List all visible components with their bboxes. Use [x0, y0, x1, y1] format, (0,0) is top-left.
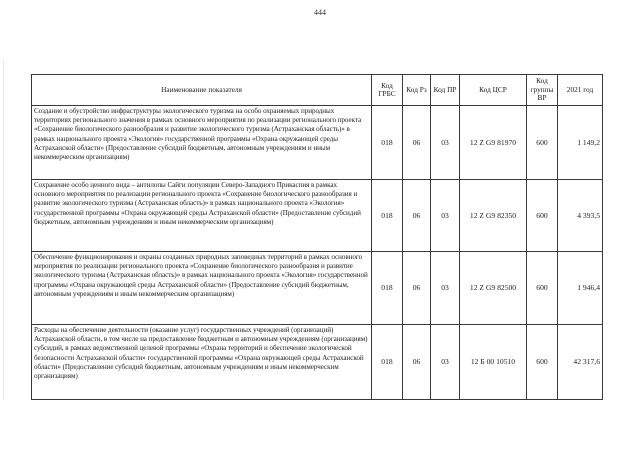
header-pr: Код ПР — [431, 75, 460, 106]
header-grbs: Код ГРБС — [372, 75, 403, 106]
row-grbs: 018 — [372, 252, 403, 325]
row-vr: 600 — [527, 325, 558, 400]
table-row — [32, 325, 603, 400]
header-row — [32, 75, 603, 106]
row-amount: 1 946,4 — [558, 252, 603, 325]
row-csr: 12 Б 00 10510 — [460, 325, 527, 400]
row-name: Расходы на обеспечение деятельности (оказание услуг) государственных учреждений (организаций) Астраханской области, в том числе на предоставление бюджетным и автономным учреждениям (организациям) субсидий, в рамках ведомственной целевой программы «Охрана территорий и обеспечение экологической безопасности Астраханской области» государственной программы «Охрана окружающей среды Астраханской области» (Предоставление субсидий бюджетным, автономным учреждениям и иным некоммерческим организациям) — [32, 325, 372, 400]
row-name: Обеспечение функционирования и охраны созданных природных заповедных территорий в рамках основного мероприятия по реализации регионального проекта «Сохранение биологического разнообразия и развитие экологического туризма (Астраханская область)» в рамках национального проекта «Экология» государственной программы «Охрана окружающей среды Астраханской области» (Предоставление субсидий бюджетным, автономным учреждениям и иным некоммерческим организациям) — [32, 252, 372, 325]
table-row — [32, 252, 603, 325]
row-rz: 06 — [403, 325, 431, 400]
page-number: 444 — [314, 8, 326, 17]
row-vr: 600 — [527, 252, 558, 325]
row-grbs: 018 — [372, 180, 403, 252]
table-row — [32, 106, 603, 180]
header-vr: Код группы ВР — [527, 75, 558, 106]
row-csr: 12 Z G9 81970 — [460, 106, 527, 180]
header-year: 2021 год — [558, 75, 603, 106]
row-pr: 03 — [431, 325, 460, 400]
row-rz: 06 — [403, 180, 431, 252]
row-rz: 06 — [403, 252, 431, 325]
row-pr: 03 — [431, 180, 460, 252]
row-vr: 600 — [527, 180, 558, 252]
table-row — [32, 180, 603, 252]
page-edge — [3, 60, 4, 400]
budget-table — [31, 74, 603, 400]
row-pr: 03 — [431, 252, 460, 325]
row-vr: 600 — [527, 106, 558, 180]
row-amount: 42 317,6 — [558, 325, 603, 400]
header-csr: Код ЦСР — [460, 75, 527, 106]
row-rz: 06 — [403, 106, 431, 180]
header-name: Наименование показателя — [32, 75, 372, 106]
row-name: Создание и обустройство инфраструктуры экологического туризма на особо охраняемых природных территориях регионального значения в рамках основного мероприятия по реализации регионального проекта «Сохранение биологического разнообразия и развитие экологического туризма (Астраханская область)» в рамках национального проекта «Экология» государственной программы «Охрана окружающей среды Астраханской области» (Предоставление субсидий бюджетным, автономным учреждениям и иным некоммерческим организациям) — [32, 106, 372, 180]
row-amount: 4 393,5 — [558, 180, 603, 252]
header-rz: Код Рз — [403, 75, 431, 106]
row-amount: 1 149,2 — [558, 106, 603, 180]
row-csr: 12 Z G9 82350 — [460, 180, 527, 252]
row-grbs: 018 — [372, 325, 403, 400]
row-name: Сохранение особо ценного вида – антилопы Сайги популяции Северо-Западного Прикаспия в рамках основного мероприятия по реализации регионального проекта «Сохранение биологического разнообразия и развитие экологического туризма (Астраханская область)» в рамках национального проекта «Экология» государственной программы «Охрана окружающей среды Астраханской области» (Предоставление субсидий бюджетным, автономным учреждениям и иным некоммерческим организациям) — [32, 180, 372, 252]
row-csr: 12 Z G9 82500 — [460, 252, 527, 325]
row-grbs: 018 — [372, 106, 403, 180]
row-pr: 03 — [431, 106, 460, 180]
